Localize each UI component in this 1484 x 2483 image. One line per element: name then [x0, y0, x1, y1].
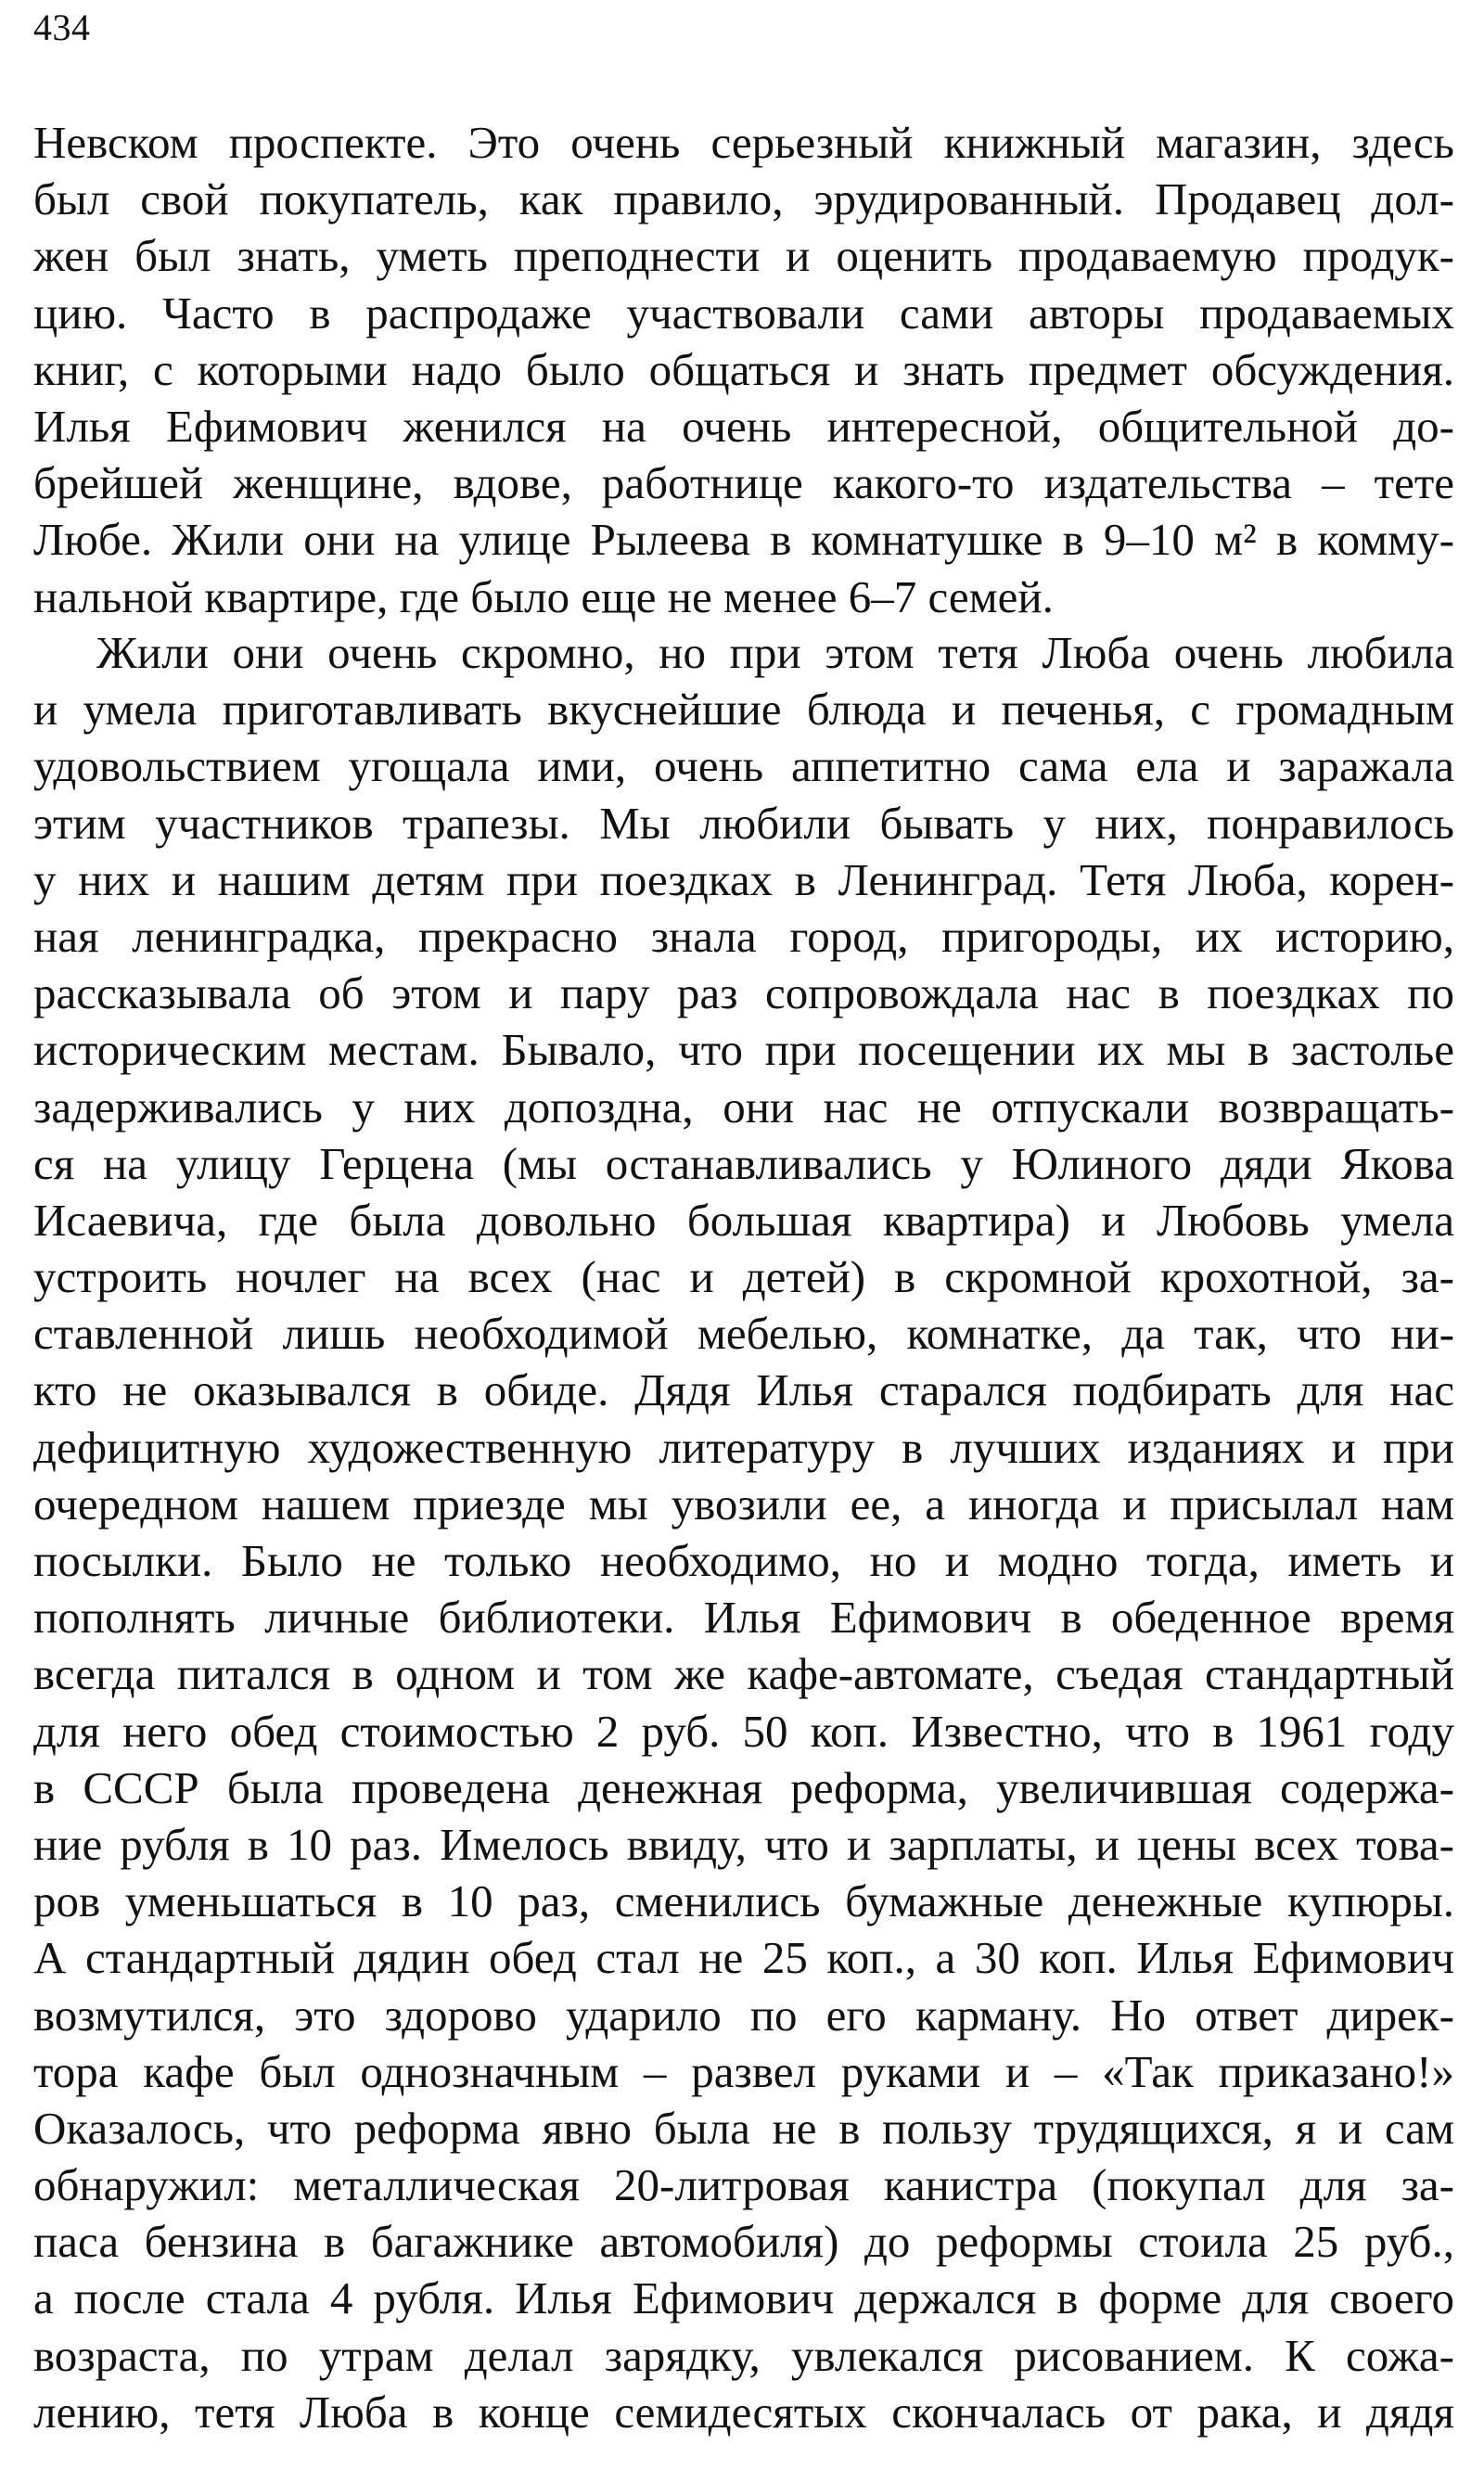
paragraph-1: [33, 114, 1454, 625]
text-line: цию. Часто в распродаже участвовали сами авторы продаваемых: [33, 287, 1454, 339]
text-line: книг, с которыми надо было общаться и знать предмет обсуждения.: [33, 343, 1454, 395]
page-number: 434: [33, 6, 91, 48]
text-line: пополнять личные библиотеки. Илья Ефимович в обеденное время: [33, 1592, 1454, 1644]
text-line: историческим местам. Бывало, что при посещении их мы в застолье: [33, 1024, 1454, 1076]
text-line: посылки. Было не только необходимо, но и модно тогда, иметь и: [33, 1535, 1454, 1586]
text-line: дефицитную художественную литературу в лучших изданиях и при: [33, 1421, 1454, 1473]
text-line: Исаевича, где была довольно большая квартира) и Любовь умела: [33, 1194, 1454, 1246]
paragraph-2: [33, 624, 1454, 2440]
text-line: А стандартный дядин обед стал не 25 коп., а 30 коп. Илья Ефимович: [33, 1932, 1454, 1984]
text-line: в СССР была проведена денежная реформа, увеличившая содержа-: [33, 1761, 1454, 1813]
text-line: ная ленинградка, прекрасно знала город, пригороды, их историю,: [33, 910, 1454, 962]
text-line: паса бензина в багажнике автомобиля) до реформы стоила 25 руб.,: [33, 2216, 1454, 2268]
text-line: брейшей женщине, вдове, работнице какого-то издательства – тете: [33, 457, 1454, 509]
text-line: удовольствием угощала ими, очень аппетитно сама ела и заражала: [33, 740, 1454, 792]
text-line: обнаружил: металлическая 20-литровая канистра (покупал для за-: [33, 2159, 1454, 2211]
text-line: был свой покупатель, как правило, эрудированный. Продавец дол-: [33, 173, 1454, 225]
text-line: всегда питался в одном и том же кафе-автомате, съедая стандартный: [33, 1648, 1454, 1700]
text-line: Жили они очень скромно, но при этом тетя Люба очень любила: [96, 627, 1454, 678]
text-line: лению, тетя Люба в конце семидесятых скончалась от рака, и дядя: [33, 2386, 1454, 2438]
text-line: а после стала 4 рубля. Илья Ефимович держался в форме для своего: [33, 2272, 1454, 2324]
text-line: нальной квартире, где было еще не менее 6–7 семей.: [33, 570, 1054, 622]
text-line: ся на улицу Герцена (мы останавливались у Юлиного дяди Якова: [33, 1137, 1454, 1189]
text-line: для него обед стоимостью 2 руб. 50 коп. Известно, что в 1961 году: [33, 1705, 1454, 1757]
text-line: и умела приготавливать вкуснейшие блюда и печенья, с громадным: [33, 684, 1454, 736]
text-line: ров уменьшаться в 10 раз, сменились бумажные денежные купюры.: [33, 1875, 1454, 1927]
text-line: ние рубля в 10 раз. Имелось ввиду, что и зарплаты, и цены всех това-: [33, 1818, 1454, 1870]
text-line: возмутился, это здорово ударило по его карману. Но ответ дирек-: [33, 1989, 1454, 2041]
text-line: у них и нашим детям при поездках в Ленинград. Тетя Люба, корен-: [33, 853, 1454, 905]
text-line: рассказывала об этом и пару раз сопровождала нас в поездках по: [33, 967, 1454, 1019]
text-line: Невском проспекте. Это очень серьезный книжный магазин, здесь: [33, 117, 1454, 168]
text-line: задерживались у них допоздна, они нас не отпускали возвращать-: [33, 1081, 1454, 1133]
text-line: жен был знать, уметь преподнести и оценить продаваемую продук-: [33, 230, 1454, 282]
text-line: ставленной лишь необходимой мебелью, комнатке, да так, что ни-: [33, 1308, 1454, 1360]
text-line: кто не оказывался в обиде. Дядя Илья старался подбирать для нас: [33, 1364, 1454, 1416]
text-line: Илья Ефимович женился на очень интересной, общительной до-: [33, 400, 1454, 452]
text-line: устроить ночлег на всех (нас и детей) в скромной крохотной, за-: [33, 1251, 1454, 1303]
text-line: Любе. Жили они на улице Рылеева в комнатушке в 9–10 м² в комму-: [33, 514, 1454, 566]
text-line: очередном нашем приезде мы увозили ее, а иногда и присылал нам: [33, 1478, 1454, 1529]
text-line: тора кафе был однозначным – развел руками и – «Так приказано!»: [33, 2045, 1454, 2097]
text-line: этим участников трапезы. Мы любили бывать у них, понравилось: [33, 797, 1454, 849]
text-line: возраста, по утрам делал зарядку, увлекался рисованием. К сожа-: [33, 2329, 1454, 2381]
text-line: Оказалось, что реформа явно была не в пользу трудящихся, я и сам: [33, 2102, 1454, 2154]
